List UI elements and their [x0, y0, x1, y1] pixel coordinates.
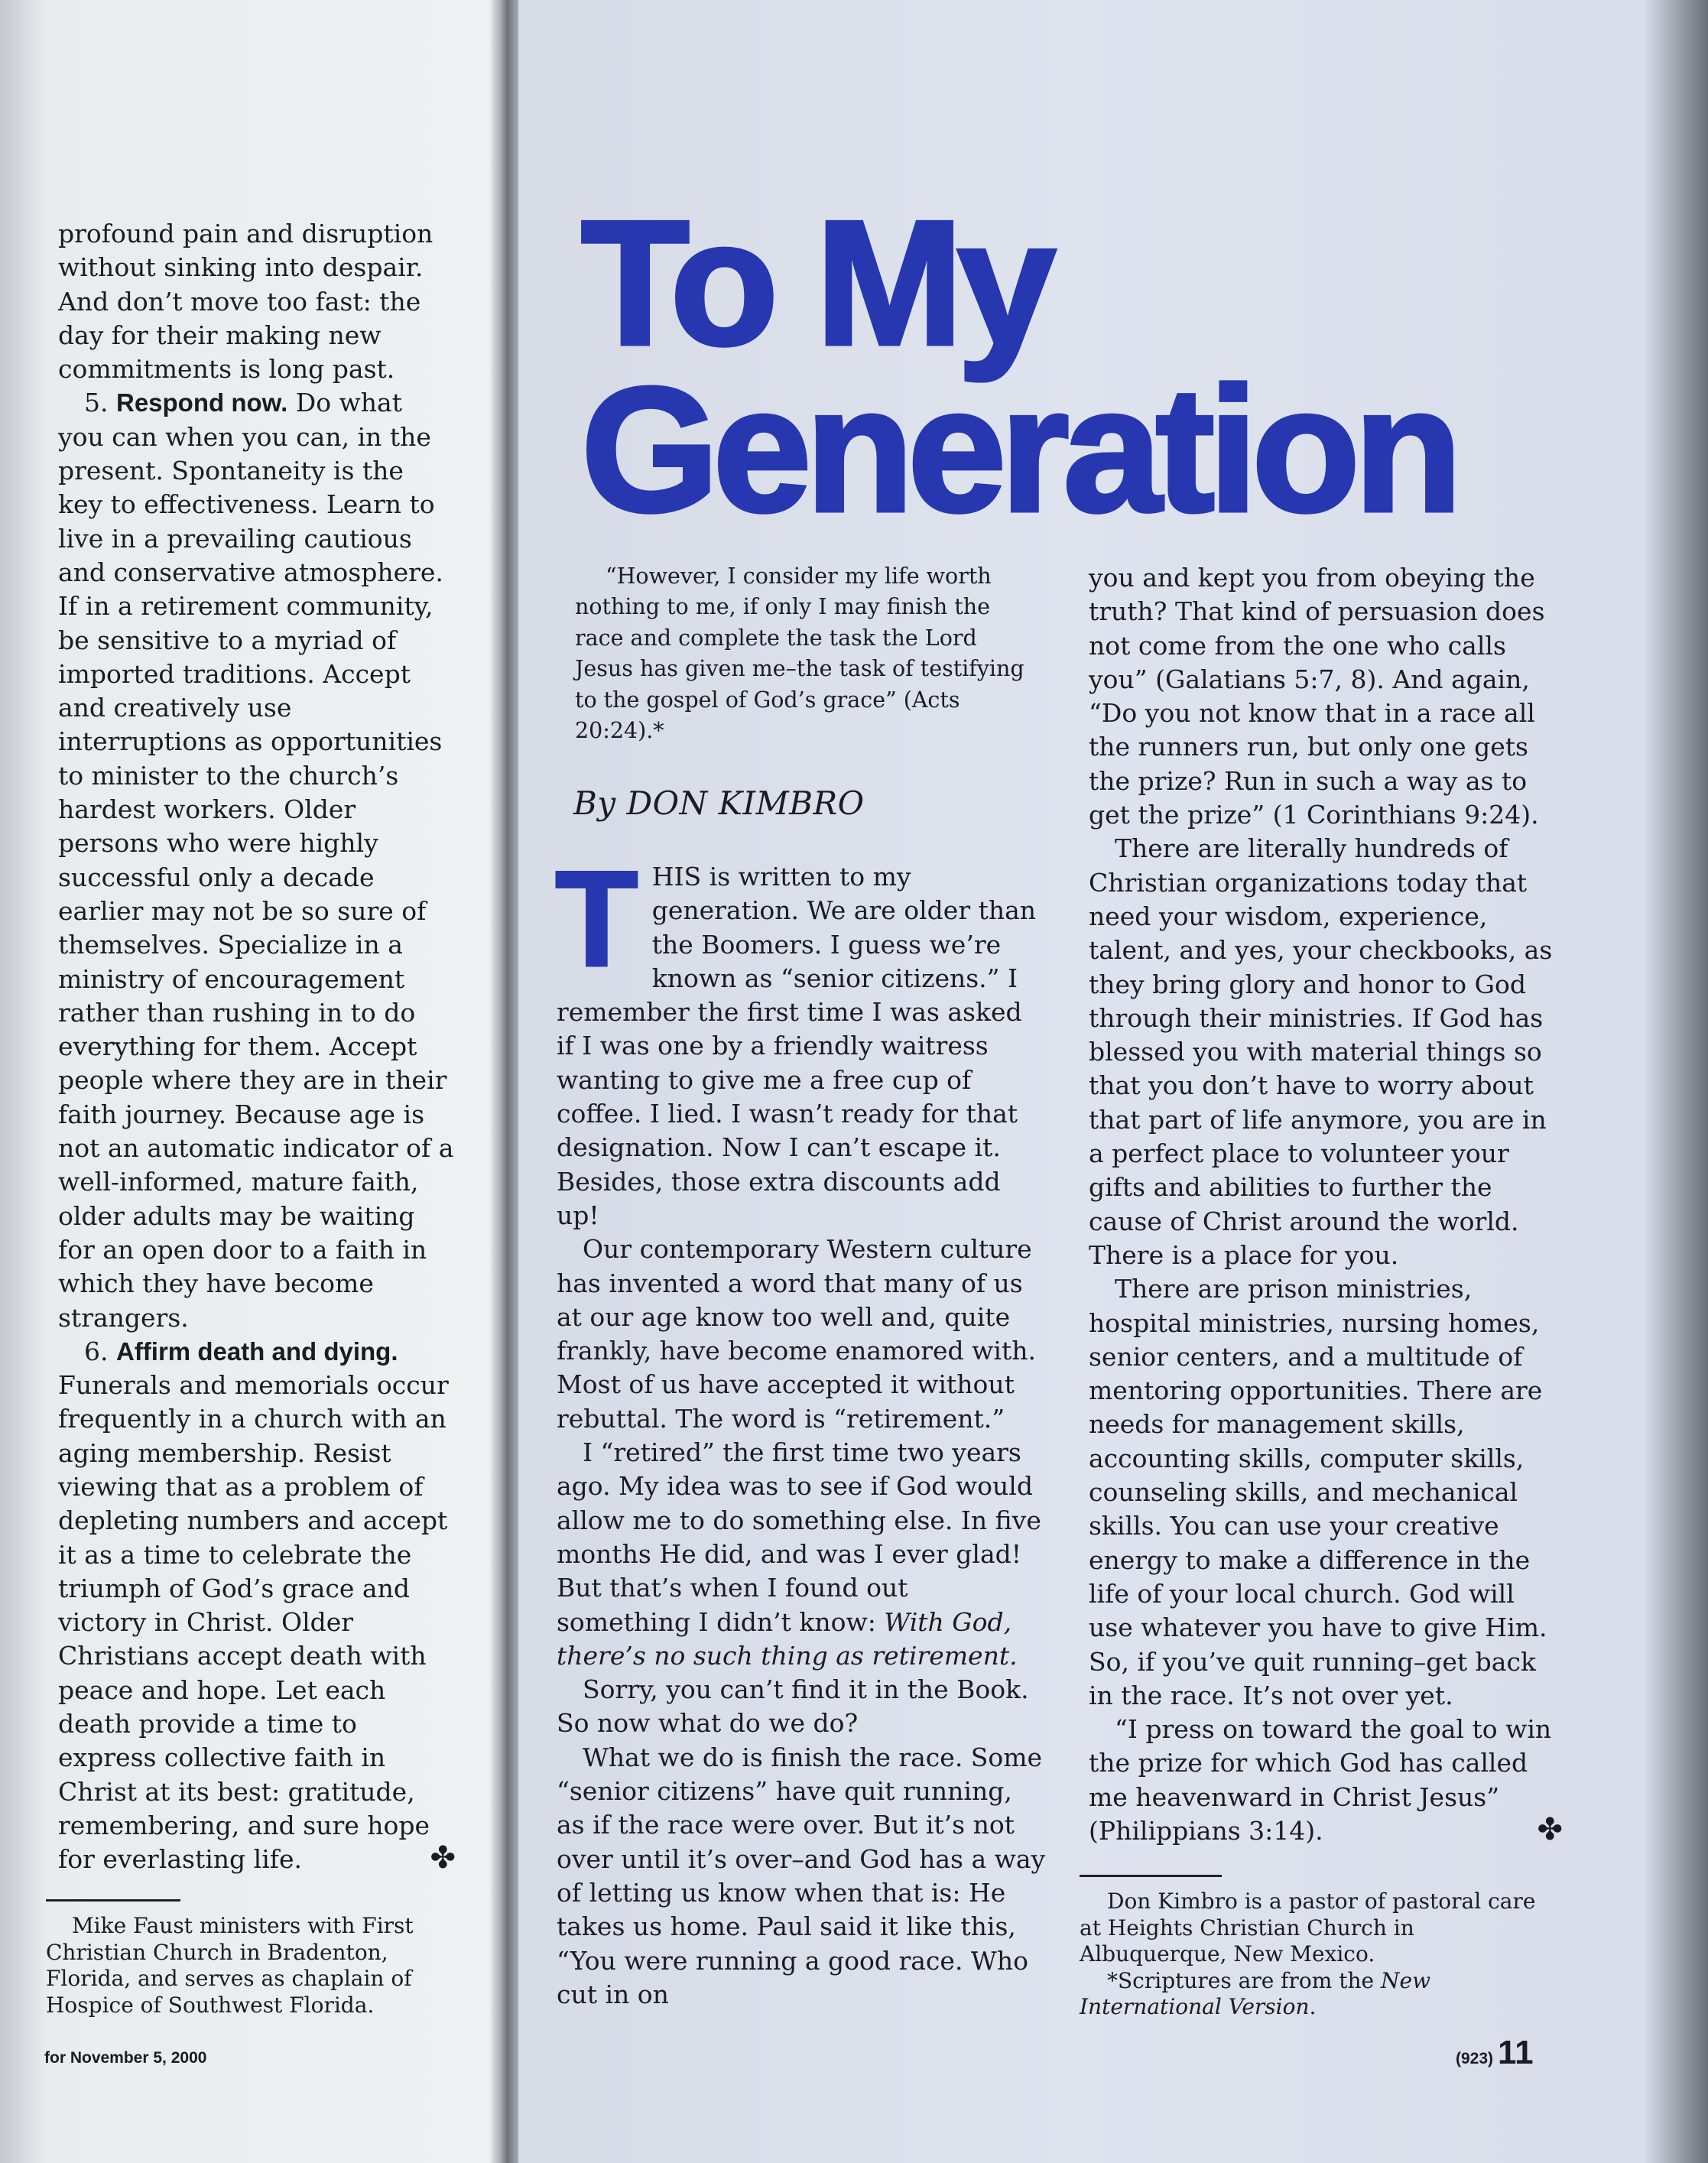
article-paragraph-7: There are prison ministries, hospital ministries, nursing homes, senior centers, and a multitude of mentoring opportunities. There are needs for management skills, accounting skills, computer skills, counseling skills, and mechanical skills. You can use your creative energy to make a difference in the life of your local church. God will use whatever you have to give Him. So, if you’ve quit running–get back in the race. It’s not over yet. [1089, 1274, 1547, 1710]
article-column-1 [555, 843, 1046, 2012]
epigraph: “However, I consider my life worth nothing to me, if only I may finish the race and complete the task the Lord Jesus has given me–the task of testifying to the gospel of God’s grace” (Acts 20:24).* [575, 563, 1024, 744]
article-paragraph-3: I “retired” the first time two years ago. My idea was to see if God would allow me to do something else. In five months He did, and was I ever glad! But that’s when I found out something I didn’t know: With God, there’s no such thing as retirement. [557, 1437, 1041, 1671]
author-bio: Don Kimbro is a pastor of pastoral care at Heights Christian Church in Albuquerque, New Mexico. [1080, 1889, 1536, 1967]
article-column-2 [1089, 561, 1563, 1848]
byline: By DON KIMBRO [573, 784, 865, 822]
page-number: 11 [1498, 2034, 1534, 2071]
issue-date: for November 5, 2000 [44, 2049, 207, 2067]
title-line-1: To My [581, 184, 1050, 382]
page-folio [1456, 2034, 1534, 2072]
left-paragraph-3: 6. Affirm death and dying. Funerals and memorials occur frequently in a church with an aging membership. Resist viewing that as a problem of depleting numbers and accept it as a time to celebrate the triumph of God’s grace and victory in Christ. Older Christians accept death with peace and hope. Let each death provide a time to express collective faith in Christ at its best: gratitude, remembering, and sure hope for everlasting life. ✤ [58, 1336, 456, 1876]
lead-in-affirm-death: Affirm death and dying. [115, 1336, 398, 1366]
right-bio-rule [1080, 1875, 1222, 1877]
end-ornament-icon: ✤ [1537, 1811, 1563, 1847]
left-column [58, 217, 456, 1877]
article-title [581, 184, 1456, 549]
page-gutter [498, 0, 518, 2163]
end-ornament-icon: ✤ [430, 1840, 456, 1876]
left-bio-text: Mike Faust ministers with First Christian Church in Bradenton, Florida, and serves as chaplain of Hospice of Southwest Florida. [46, 1913, 414, 2018]
drop-cap: T [555, 843, 638, 995]
article-paragraph-4: Sorry, you can’t find it in the Book. So now what do we do? [557, 1674, 1029, 1739]
article-paragraph-2: Our contemporary Western culture has invented a word that many of us at our age know too well and, quite frankly, have become enamored with. Most of us have accepted it without rebuttal. The word is “retirement.” [557, 1234, 1036, 1434]
title-line-2: Generation [581, 351, 1456, 549]
article-paragraph-8: “I press on toward the goal to win the prize for which God has called me heavenward in Christ Jesus” (Philippians 3:14). ✤ [1089, 1714, 1563, 1847]
article-paragraph-1: THIS is written to my generation. We are older than the Boomers. I guess we’re known as “senior citizens.” I remember the first time I was asked if I was one by a friendly waitress wanting to give me a free cup of coffee. I lied. I wasn’t ready for that designation. Now I can’t escape it. Besides, those extra discounts add up! [555, 843, 1037, 1230]
article-paragraph-5-continued: you and kept you from obeying the truth? That kind of persuasion does not come from the one who calls you” (Galatians 5:7, 8). And again, “Do you not know that in a race all the runners run, but only one gets the prize? Run in such a way as to get the prize” (1 Corinthians 9:24). [1089, 563, 1545, 830]
scripture-note: *Scriptures are from the New International Version. [1080, 1967, 1431, 2019]
left-paragraph-2: 5. Respond now. Do what you can when you can, in the present. Spontaneity is the key to effectiveness. Learn to live in a prevailing cautious and conservative atmosphere. If in a retirement community, be sensitive to a myriad of imported traditions. Accept and creatively use interruptions as opportunities to minister to the church’s hardest workers. Older persons who were highly successful only a decade earlier may not be so sure of themselves. Specialize in a ministry of encouragement rather than rushing in to do everything for them. Accept people where they are in their faith journey. Because age is not an automatic indicator of a well-informed, mature faith, older adults may be waiting for an open door to a faith in which they have become strangers. [58, 388, 454, 1333]
article-paragraph-5: What we do is finish the race. Some “senior citizens” have quit running, as if the race were over. But it’s not over until it’s over–and God has a way of letting us know when that is: He takes us home. Paul said it like this, “You were running a good race. Who cut in on [557, 1742, 1046, 2009]
article-paragraph-6: There are literally hundreds of Christian organizations today that need your wisdom, experience, talent, and yes, your checkbooks, as they bring glory and honor to God through their ministries. If God has blessed you with material things so that you don’t have to worry about that part of life anymore, you are in a perfect place to volunteer your gifts and abilities to further the cause of Christ around the world. There is a place for you. [1089, 833, 1553, 1270]
left-bio-rule [46, 1899, 180, 1902]
left-paragraph-1: profound pain and disruption without sinking into despair. And don’t move too fast: the day for their making new commitments is long past. [58, 219, 433, 385]
right-bio [1080, 1889, 1554, 2021]
lead-in-respond-now: Respond now. [115, 388, 288, 417]
left-bio [46, 1913, 443, 2018]
issue-page-number: (923) [1456, 2050, 1494, 2067]
